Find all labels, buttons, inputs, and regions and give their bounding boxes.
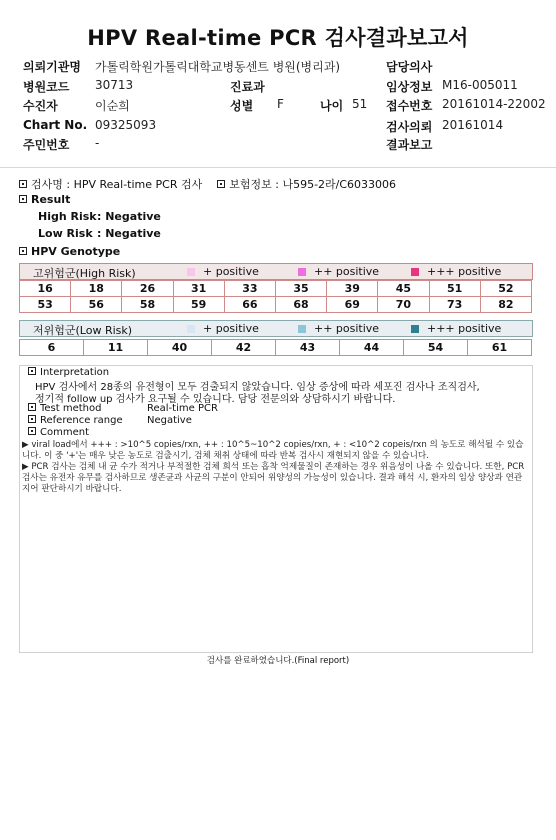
legend-plus: + positive: [187, 322, 259, 335]
interpretation-text-1: HPV 검사에서 28종의 유전형이 모두 검출되지 않았습니다. 임상 증상에 따라 세포진 검사나 조직검사,: [35, 382, 480, 393]
genotype-cell: 45: [378, 281, 429, 297]
test-name: 검사명 : HPV Real-time PCR 검사: [31, 178, 203, 191]
low-risk-result-label: Low Risk: [38, 227, 93, 240]
request-date-label: 검사의뢰: [386, 120, 433, 134]
high-risk-label: 고위험군(High Risk): [33, 267, 136, 280]
low-risk-result-value: : Negative: [97, 227, 161, 240]
genotype-cell: 31: [173, 281, 224, 297]
reference-range-value: Negative: [147, 415, 192, 426]
legend-swatch: [411, 268, 419, 276]
reference-range-row: [28, 415, 123, 426]
genotype-cell: 33: [224, 281, 275, 297]
request-date-value: 20161014: [442, 118, 504, 132]
high-risk-genotype-table: [19, 280, 532, 313]
checkbox-icon: [28, 415, 36, 423]
genotype-cell: 54: [404, 340, 468, 356]
checkbox-icon: [28, 427, 36, 435]
genotype-cell: 35: [275, 281, 326, 297]
checkbox-icon: [19, 180, 27, 188]
genotype-cell: 44: [340, 340, 404, 356]
legend-swatch: [298, 268, 306, 276]
sex-label: 성별: [230, 99, 254, 113]
clinical-info-label: 임상정보: [386, 80, 433, 94]
clinical-info-value: M16-005011: [442, 78, 518, 92]
test-name-line: [19, 176, 396, 192]
legend-plus: + positive: [187, 265, 259, 278]
hospital-code-value: 30713: [95, 78, 134, 92]
genotype-cell: 11: [84, 340, 148, 356]
legend-plus-plus-plus: +++ positive: [411, 265, 501, 278]
sex-value: F: [277, 97, 284, 111]
requesting-org-label: 의뢰기관명: [23, 60, 81, 74]
checkbox-icon: [217, 180, 225, 188]
comment-label: Comment: [40, 427, 89, 438]
genotype-cell: 58: [122, 297, 173, 313]
interpretation-text-2: 정기적 follow up 검사가 요구될 수 있습니다. 담당 전문의와 상담하시기 바랍니다.: [35, 394, 396, 405]
genotype-cell: 70: [378, 297, 429, 313]
age-value: 51: [352, 97, 368, 111]
reference-range-label: Reference range: [40, 415, 123, 426]
checkbox-icon: [19, 247, 27, 255]
collector-label: 수진자: [23, 99, 58, 113]
report-header: [0, 0, 556, 168]
chart-no-label: Chart No.: [23, 118, 88, 132]
legend-swatch: [298, 325, 306, 333]
genotype-cell: 51: [429, 281, 480, 297]
checkbox-icon: [28, 367, 36, 375]
high-risk-result-value: : Negative: [97, 210, 161, 223]
final-report-note: 검사를 완료하였습니다.(Final report): [206, 656, 350, 666]
genotype-cell: 59: [173, 297, 224, 313]
test-method-value: Real-time PCR: [147, 403, 218, 414]
receipt-no-label: 접수번호: [386, 99, 433, 113]
collector-value: 이순희: [95, 99, 130, 113]
age-label: 나이: [320, 99, 344, 113]
result-heading: Result: [19, 193, 70, 206]
test-method-row: [28, 403, 102, 414]
genotype-cell: 6: [20, 340, 84, 356]
genotype-cell: 42: [212, 340, 276, 356]
legend-swatch: [187, 268, 195, 276]
comment-text-1: ▶ viral load에서 +++ : >10^5 copies/rxn, ++ : 10^5~10^2 copies/rxn, + : <10^2 copeis/rxn 의 농도로 해석될 수 있습니다. 이 중 '+'는 매우 낮은 농도로 검출시기, 검체 채취 상태에 따라 반복 검사시 재현되지 않을 수 있습니다.: [22, 440, 524, 461]
genotype-cell: 26: [122, 281, 173, 297]
test-method-label: Test method: [40, 403, 102, 414]
genotype-cell: 69: [327, 297, 378, 313]
genotype-cell: 16: [20, 281, 71, 297]
genotype-cell: 52: [480, 281, 531, 297]
comment-text-2: ▶ PCR 검사는 검체 내 균 수가 적거나 부적절한 검체 희석 또는 흡착 억제물질이 존재하는 경우 위음성이 나올 수 있습니다. 또한, PCR 검사는 유전자 유무를 검사하므로 생존균과 사균의 구분이 안되어 위양성의 가능성이 있습니다. 결과 해석 시, 환자의 임상 양상과 연관지어 판단하시기 바랍니다.: [22, 462, 525, 494]
legend-swatch: [187, 325, 195, 333]
legend-plus-plus: ++ positive: [298, 322, 379, 335]
high-risk-header: [19, 263, 533, 280]
checkbox-icon: [28, 403, 36, 411]
insurance-info: 보험정보 : 나595-2라/C6033006: [229, 178, 397, 191]
physician-label: 담당의사: [386, 60, 433, 74]
table-row: [20, 297, 532, 313]
genotype-cell: 39: [327, 281, 378, 297]
legend-plus-plus-plus: +++ positive: [411, 322, 501, 335]
genotype-cell: 68: [275, 297, 326, 313]
genotype-cell: 82: [480, 297, 531, 313]
chart-no-value: 09325093: [95, 118, 157, 132]
genotype-cell: 40: [148, 340, 212, 356]
genotype-heading: HPV Genotype: [19, 245, 120, 258]
genotype-cell: 56: [71, 297, 122, 313]
legend-swatch: [411, 325, 419, 333]
low-risk-genotype-table: [19, 339, 532, 356]
hospital-code-label: 병원코드: [23, 80, 70, 94]
requesting-org-value: 가톨릭학원가톨릭대학교병동센트 병원(병리과): [95, 60, 341, 74]
low-risk-label: 저위험군(Low Risk): [33, 324, 133, 337]
genotype-cell: 61: [468, 340, 532, 356]
resident-no-label: 주민번호: [23, 138, 70, 152]
comment-row: [28, 427, 89, 438]
result-report-label: 결과보고: [386, 138, 433, 152]
genotype-cell: 43: [276, 340, 340, 356]
genotype-cell: 73: [429, 297, 480, 313]
checkbox-icon: [19, 195, 27, 203]
table-row: [20, 281, 532, 297]
table-row: [20, 340, 532, 356]
interpretation-box: [19, 365, 533, 653]
low-risk-header: [19, 320, 533, 337]
report-title: HPV Real-time PCR 검사결과보고서: [87, 26, 469, 50]
high-risk-result-label: High Risk: [38, 210, 97, 223]
receipt-no-value: 20161014-22002: [442, 97, 546, 111]
legend-plus-plus: ++ positive: [298, 265, 379, 278]
interpretation-heading: Interpretation: [28, 367, 109, 378]
department-label: 진료과: [230, 80, 265, 94]
resident-no-value: -: [95, 136, 100, 150]
genotype-cell: 53: [20, 297, 71, 313]
genotype-cell: 66: [224, 297, 275, 313]
genotype-cell: 18: [71, 281, 122, 297]
